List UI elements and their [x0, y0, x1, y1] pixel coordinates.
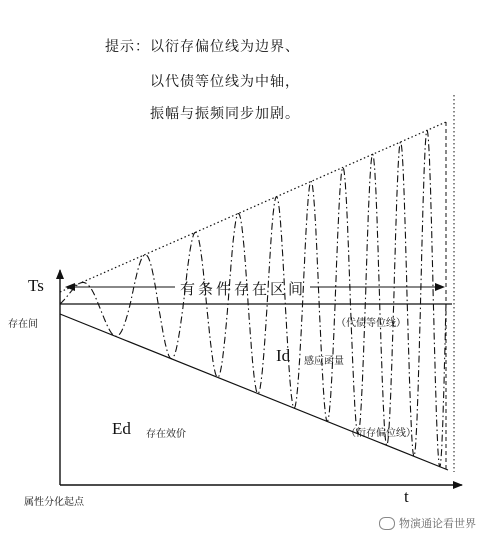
axis-line-label: （代债等位线） [336, 318, 406, 329]
watermark [379, 515, 476, 531]
x-origin-label: 属性分化起点 [24, 497, 84, 508]
boundary-label: （衍存偏位线） [346, 428, 416, 439]
note-line-1: 提示：以衍存偏位线为边界、 [105, 39, 300, 55]
interval-label: 有条件存在区间 [180, 280, 307, 298]
x-axis-label: t [404, 487, 409, 506]
id-desc: 感应函量 [304, 356, 344, 367]
ed-label: Ed [112, 419, 131, 438]
y-axis-label: Ts [28, 276, 44, 295]
id-label: Id [276, 346, 291, 365]
lower-boundary-line [60, 314, 448, 470]
ed-desc: 存在效价 [146, 429, 186, 440]
note-line-2: 以代债等位线为中轴， [150, 74, 300, 90]
watermark-text: 物演通论看世界 [399, 517, 476, 530]
upper-dotted-boundary [60, 122, 446, 292]
wechat-icon [379, 517, 395, 530]
note-line-3: 振幅与振频同步加剧。 [150, 106, 300, 122]
y-axis-sub-label: 存在间 [8, 319, 38, 330]
